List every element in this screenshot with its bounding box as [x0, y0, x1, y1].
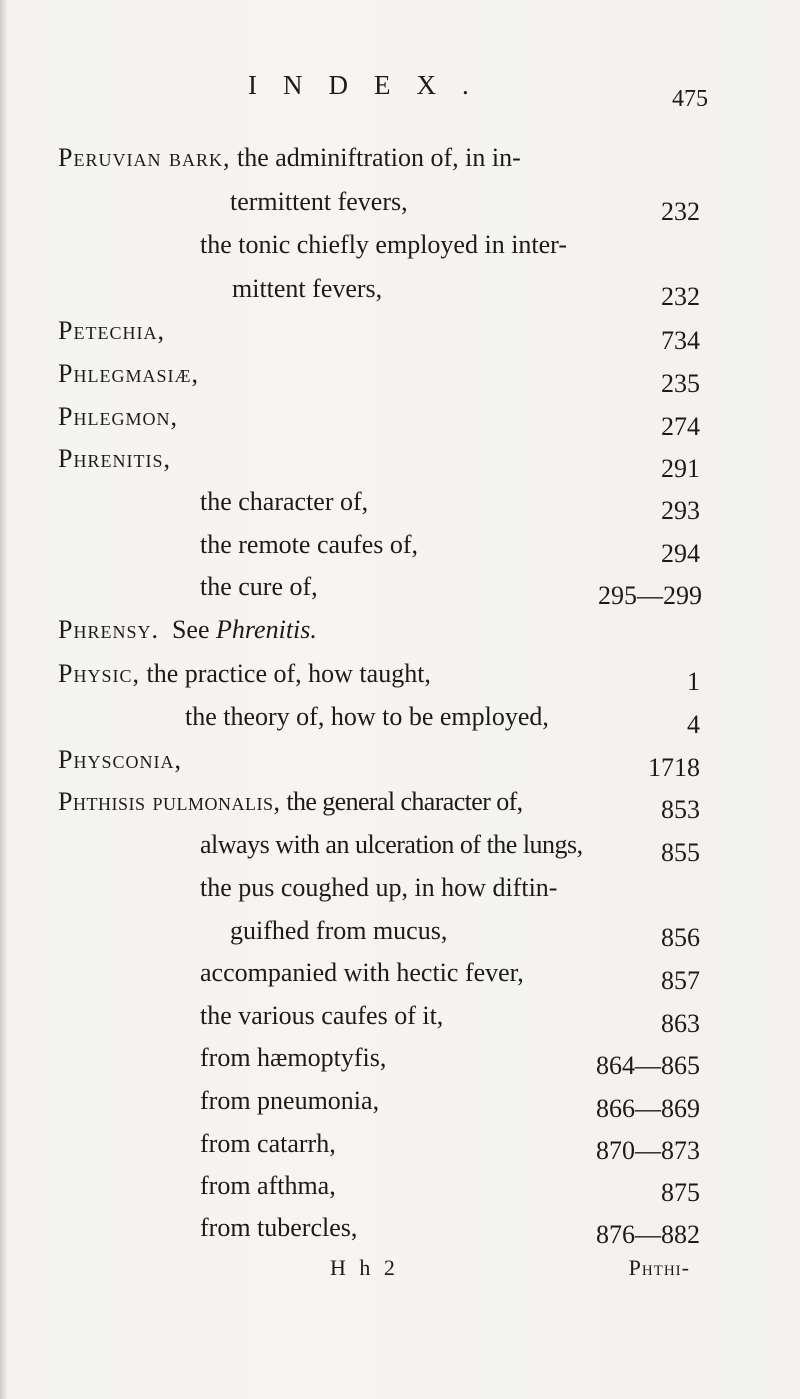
entry-heading: Physic, [58, 659, 140, 688]
index-subentry: the cure of, [200, 572, 318, 601]
entry-page: 864—865 [596, 1051, 700, 1080]
index-entry [58, 617, 317, 643]
index-entry-heading: Phlegmasiæ, [58, 359, 199, 388]
index-subentry: guifhed from mucus, [230, 916, 448, 945]
entry-page: 1 [687, 667, 700, 696]
index-subentry: from catarrh, [200, 1129, 336, 1158]
index-subentry: from afthma, [200, 1171, 336, 1200]
entry-page: 294 [661, 539, 700, 568]
entry-page: 875 [661, 1178, 700, 1207]
index-subentry: from hæmoptyfis, [200, 1043, 387, 1072]
index-subentry: from tubercles, [200, 1213, 358, 1242]
entry-page: 291 [661, 454, 700, 483]
entry-page: 235 [661, 369, 700, 398]
entry-page: 853 [661, 795, 700, 824]
index-entry-heading: Petechia, [58, 316, 165, 345]
entry-heading: Phthisis pulmonalis, [58, 787, 281, 816]
index-entry [58, 145, 521, 171]
entry-page: 876—882 [596, 1220, 700, 1249]
entry-page: 856 [661, 923, 700, 952]
index-subentry: the remote caufes of, [200, 530, 419, 559]
entry-page: 863 [661, 1009, 700, 1038]
entry-page: 4 [687, 710, 700, 739]
index-subentry: the character of, [200, 487, 369, 516]
entry-text: See [158, 615, 217, 644]
index-subentry: the various caufes of it, [200, 1001, 444, 1030]
entry-page: 295—299 [598, 581, 702, 610]
entry-page: 232 [661, 282, 700, 311]
page-edge-shadow [0, 0, 8, 1399]
entry-page: 855 [661, 838, 700, 867]
entry-text: the general character of, [280, 787, 523, 816]
index-subentry: mittent fevers, [232, 274, 383, 303]
index-subentry: accompanied with hectic fever, [200, 958, 524, 987]
cross-reference: Phrenitis. [216, 615, 317, 644]
index-entry-heading: Physconia, [58, 745, 182, 774]
index-entry-heading: Phrenitis, [58, 444, 171, 473]
index-entry-heading: Phlegmon, [58, 402, 178, 431]
entry-page: 274 [661, 412, 700, 441]
entry-page: 232 [661, 197, 700, 226]
entry-page: 866—869 [596, 1094, 700, 1123]
catchword: Phthi- [628, 1255, 690, 1280]
index-subentry: from pneumonia, [200, 1086, 380, 1115]
index-entry [58, 789, 523, 815]
index-subentry: the tonic chiefly employed in inter- [200, 230, 567, 259]
entry-page: 1718 [648, 753, 700, 782]
page-number: 475 [672, 86, 708, 112]
index-subentry: the theory of, how to be employed, [185, 702, 549, 731]
entry-page: 293 [661, 496, 700, 525]
index-subentry: termittent fevers, [230, 187, 408, 216]
entry-page: 870—873 [596, 1136, 700, 1165]
index-entry [58, 661, 431, 687]
entry-page: 734 [661, 326, 700, 355]
entry-text: the practice of, how taught, [139, 659, 431, 688]
entry-page: 857 [661, 966, 700, 995]
entry-heading: Phrensy. [58, 615, 159, 644]
entry-text: the adminiftration of, in in- [230, 143, 521, 172]
entry-heading: Peruvian bark, [58, 143, 231, 172]
index-subentry: the pus coughed up, in how diftin- [200, 873, 558, 902]
index-subentry: always with an ulceration of the lungs, [200, 830, 583, 859]
signature-mark: H h 2 [330, 1255, 399, 1280]
page-title: INDEX. [248, 70, 495, 100]
